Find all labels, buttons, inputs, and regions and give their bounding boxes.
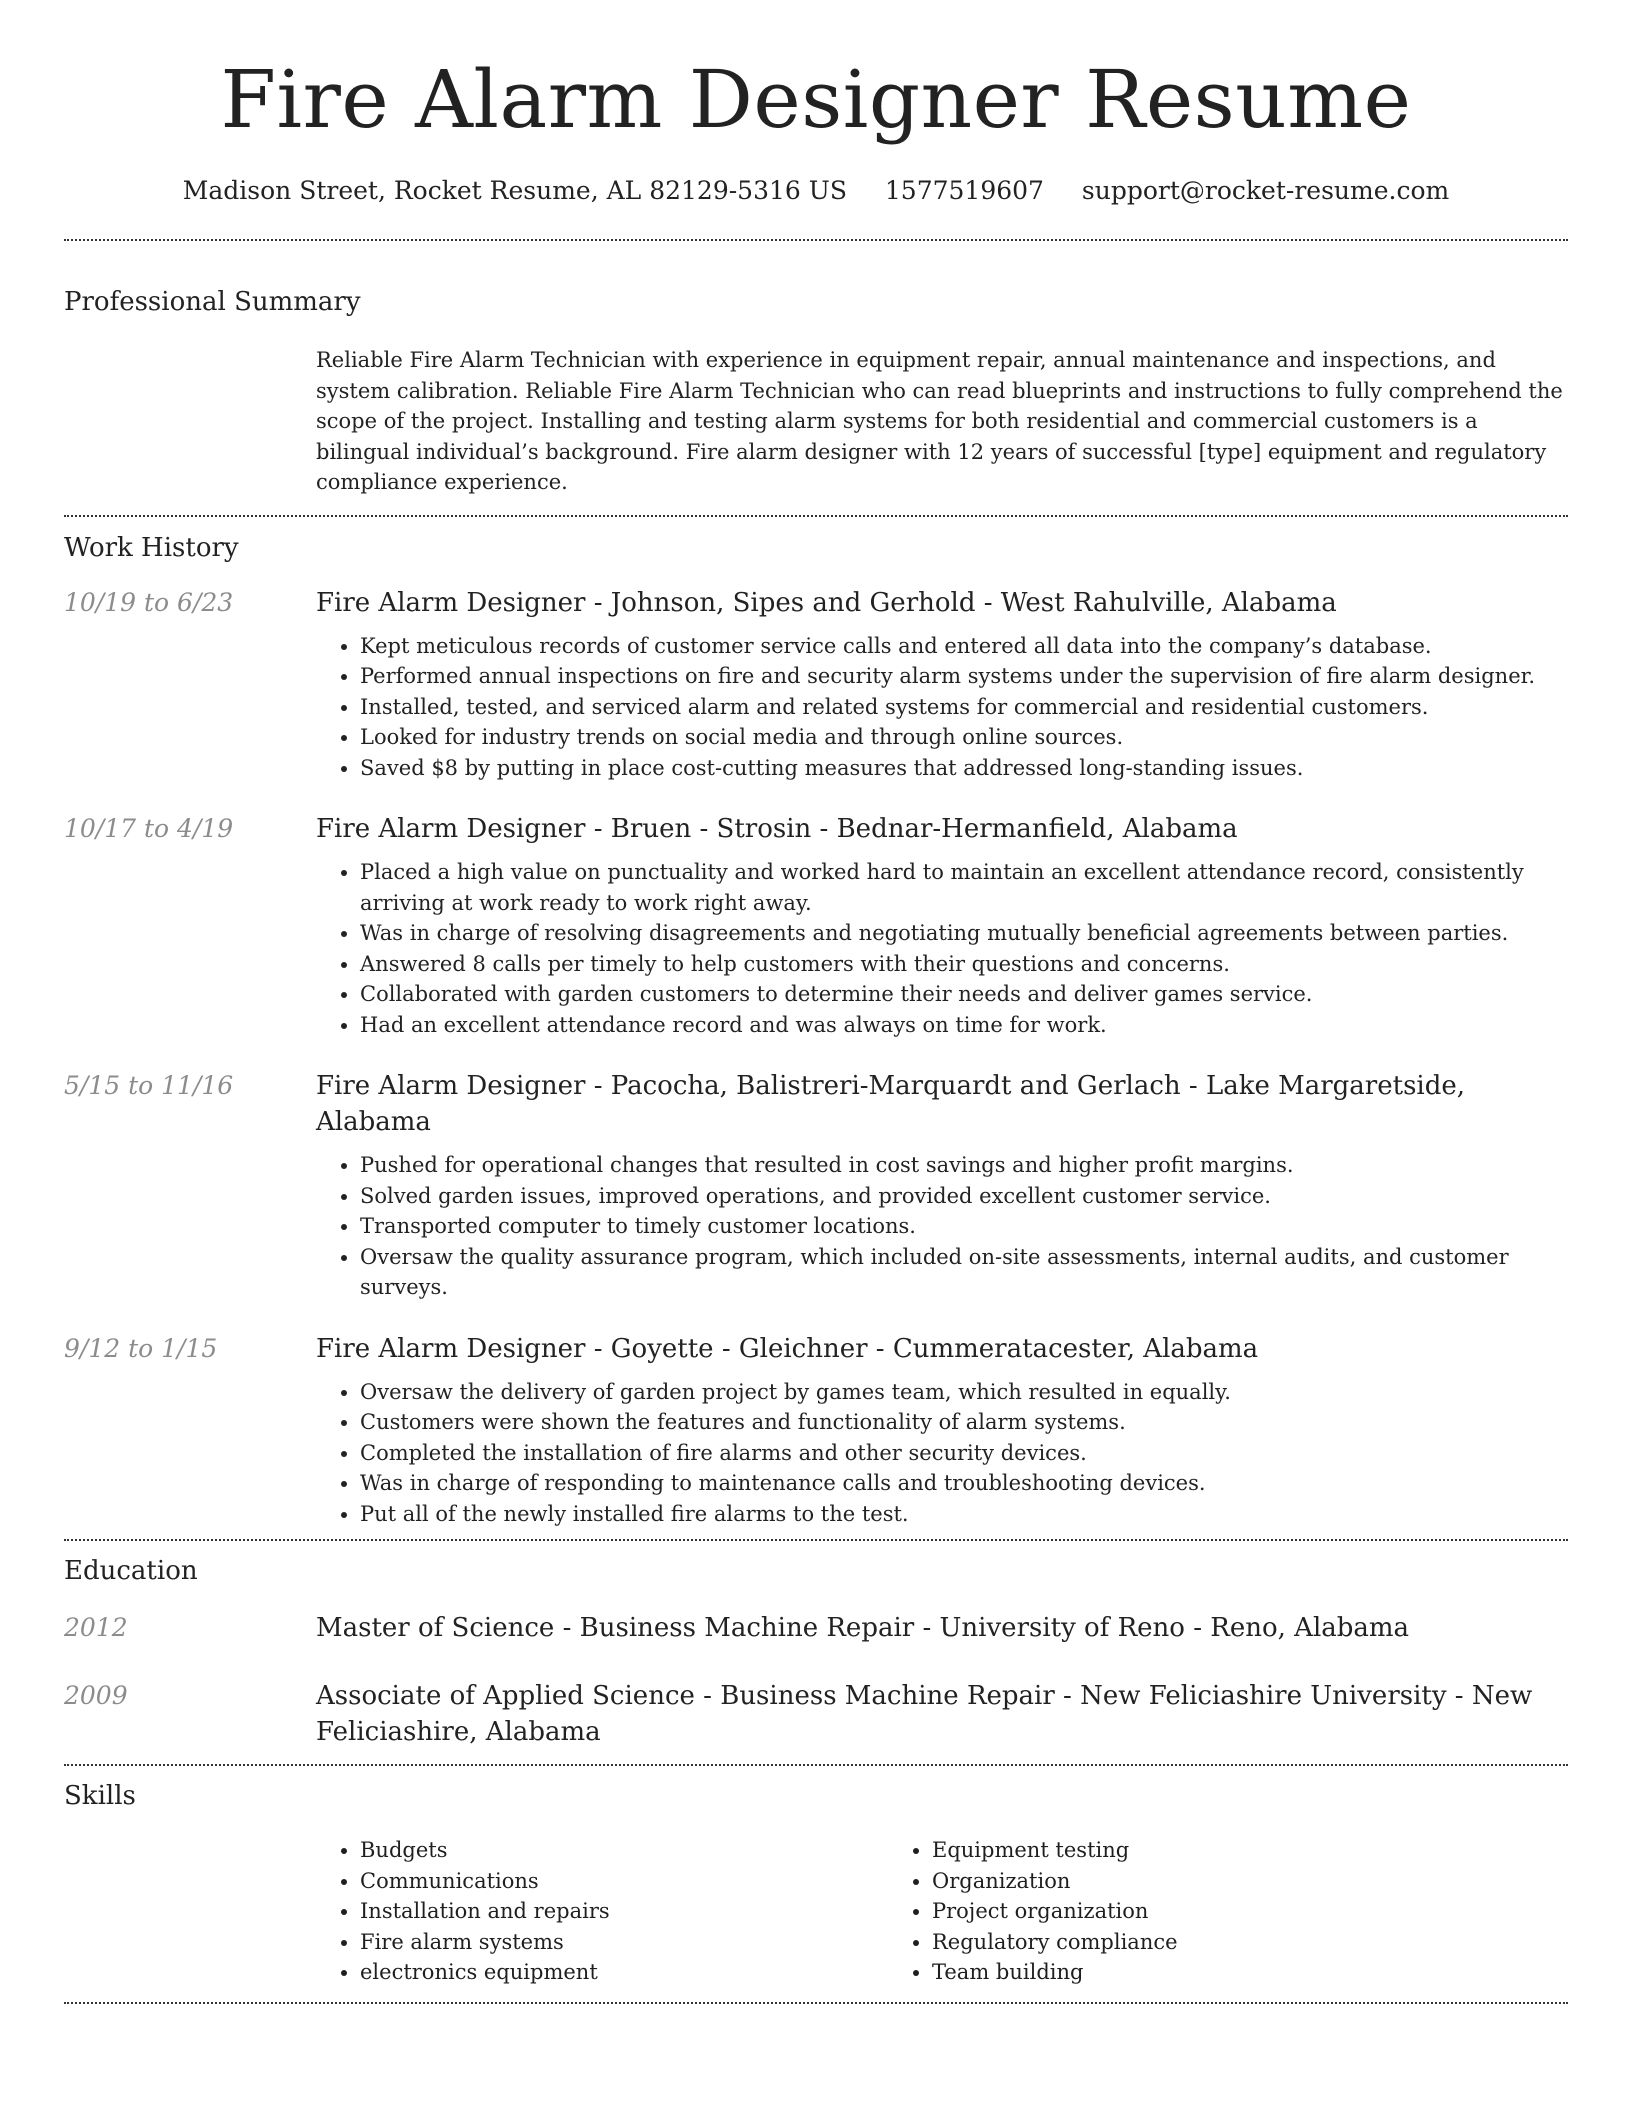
list-item: • Regulatory compliance — [932, 1927, 1460, 1958]
education-heading: Education — [64, 1556, 198, 1586]
list-item: • Project organization — [932, 1896, 1460, 1927]
divider — [64, 515, 1568, 517]
job-dates: 10/17 to 4/19 — [64, 814, 234, 843]
list-item: • Collaborated with garden customers to determine their needs and deliver games service. — [360, 979, 1568, 1010]
skills-heading: Skills — [64, 1781, 136, 1811]
summary-heading: Professional Summary — [64, 287, 361, 317]
list-item: • Transported computer to timely customer locations. — [360, 1211, 1568, 1242]
education-school: - New Feliciashire University - New Feliciashire, Alabama — [316, 1681, 1533, 1747]
list-item: • Communications — [360, 1866, 888, 1897]
summary-row — [64, 345, 1568, 498]
divider — [64, 239, 1568, 241]
skills-list — [316, 1835, 1568, 1988]
list-item: • Looked for industry trends on social media and through online sources. — [360, 722, 1568, 753]
list-item: • Equipment testing — [932, 1835, 1460, 1866]
job-title: Fire Alarm Designer - Johnson, Sipes and Gerhold - West Rahulville, Alabama — [316, 587, 1337, 618]
list-item: • Pushed for operational changes that resulted in cost savings and higher profit margins. — [360, 1150, 1568, 1181]
education-year: 2012 — [64, 1613, 128, 1642]
divider — [64, 1764, 1568, 1766]
job-bullets — [316, 857, 1568, 1040]
list-item: • Installed, tested, and serviced alarm and related systems for commercial and residential customers. — [360, 692, 1568, 723]
education-entry — [64, 1610, 1568, 1646]
job-dates: 9/12 to 1/15 — [64, 1333, 218, 1363]
list-item: • Placed a high value on punctuality and worked hard to maintain an excellent attendance record, consistently arriving at work ready to work right away. — [360, 857, 1568, 918]
job-bullets — [316, 1150, 1568, 1303]
list-item: • Kept meticulous records of customer service calls and entered all data into the company’s database. — [360, 631, 1568, 662]
list-item: • Customers were shown the features and functionality of alarm systems. — [360, 1407, 1568, 1438]
resume-title: Fire Alarm Designer Resume — [220, 53, 1412, 146]
education-entry — [64, 1678, 1568, 1750]
list-item: • Organization — [932, 1866, 1460, 1897]
list-item: • Put all of the newly installed fire alarms to the test. — [360, 1499, 1568, 1530]
education-year: 2009 — [64, 1681, 128, 1710]
divider — [64, 1539, 1568, 1541]
education-degree: Associate of Applied Science - Business Machine Repair — [316, 1681, 1055, 1711]
job-title: Fire Alarm Designer - Goyette - Gleichner - Cummeratacester, Alabama — [316, 1333, 1259, 1364]
education-school: - University of Reno - Reno, Alabama — [914, 1613, 1410, 1643]
contact-line — [64, 178, 1568, 203]
list-item: • Fire alarm systems — [360, 1927, 888, 1958]
contact-email: support@rocket-resume.com — [1081, 176, 1450, 205]
job-dates: 10/19 to 6/23 — [64, 587, 234, 617]
job-bullets — [316, 1377, 1568, 1530]
contact-address: Madison Street, Rocket Resume, AL 82129-5316 US — [182, 176, 847, 205]
job-entry — [64, 811, 1568, 1040]
list-item: • Solved garden issues, improved operations, and provided excellent customer service. — [360, 1181, 1568, 1212]
divider — [64, 2002, 1568, 2004]
summary-text: Reliable Fire Alarm Technician with experience in equipment repair, annual maintenance and inspections, and system calibration. Reliable Fire Alarm Technician who can read blueprints and instructions to fully comprehend the scope of the project. Installing and testing alarm systems for both residential and commercial customers is a bilingual individual’s background. Fire alarm designer with 12 years of successful [type] equipment and regulatory compliance experience. — [316, 348, 1563, 494]
skills-column-right — [888, 1835, 1460, 1988]
job-bullets — [316, 631, 1568, 784]
list-item: • Oversaw the delivery of garden project by games team, which resulted in equally. — [360, 1377, 1568, 1408]
list-item: • Performed annual inspections on fire and security alarm systems under the supervision of fire alarm designer. — [360, 661, 1568, 692]
job-entry — [64, 1331, 1568, 1530]
work-heading: Work History — [64, 532, 239, 563]
list-item: • Was in charge of responding to maintenance calls and troubleshooting devices. — [360, 1468, 1568, 1499]
job-dates: 5/15 to 11/16 — [64, 1071, 234, 1100]
list-item: • Saved $8 by putting in place cost-cutting measures that addressed long-standing issues. — [360, 753, 1568, 784]
job-entry — [64, 585, 1568, 784]
list-item: • Had an excellent attendance record and was always on time for work. — [360, 1010, 1568, 1041]
skills-column-left — [316, 1835, 888, 1988]
list-item: • Installation and repairs — [360, 1896, 888, 1927]
list-item: • Oversaw the quality assurance program, which included on-site assessments, internal audits, and customer surveys. — [360, 1242, 1568, 1303]
job-entry — [64, 1068, 1568, 1303]
list-item: • Completed the installation of fire alarms and other security devices. — [360, 1438, 1568, 1469]
job-title: Fire Alarm Designer - Bruen - Strosin - Bednar-Hermanfield, Alabama — [316, 814, 1238, 844]
list-item: • Team building — [932, 1957, 1460, 1988]
contact-phone: 1577519607 — [884, 176, 1044, 205]
list-item: • Answered 8 calls per timely to help customers with their questions and concerns. — [360, 949, 1568, 980]
skills-row — [64, 1835, 1568, 1988]
job-title: Fire Alarm Designer - Pacocha, Balistreri-Marquardt and Gerlach - Lake Margaretside, Alabama — [316, 1071, 1466, 1137]
list-item: • Was in charge of resolving disagreements and negotiating mutually beneficial agreements between parties. — [360, 918, 1568, 949]
list-item: • Budgets — [360, 1835, 888, 1866]
education-degree: Master of Science - Business Machine Repair — [316, 1613, 915, 1643]
list-item: • electronics equipment — [360, 1957, 888, 1988]
